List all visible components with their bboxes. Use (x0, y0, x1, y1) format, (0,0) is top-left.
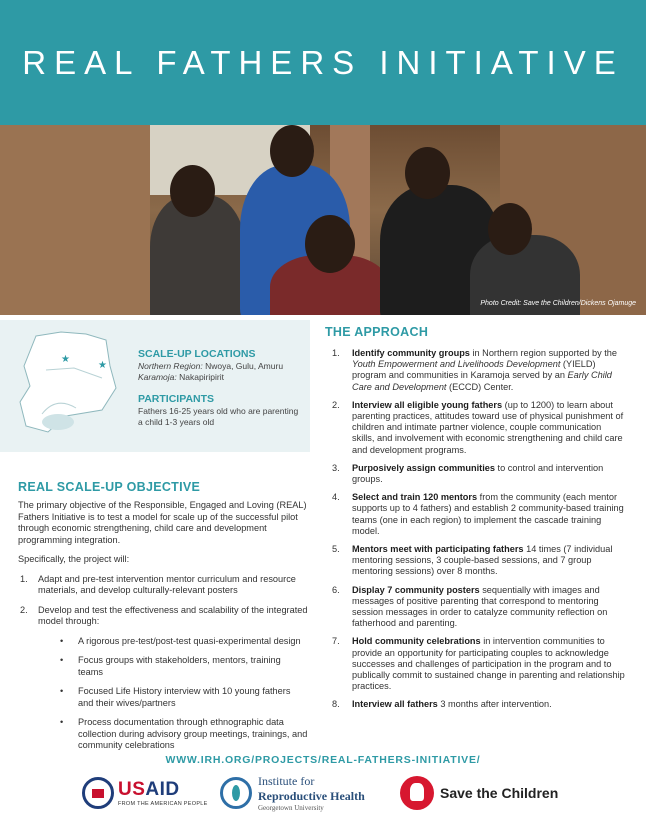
approach-item (330, 544, 626, 578)
list-item (18, 605, 308, 752)
item-italic: Early Child Care and Development (352, 370, 612, 392)
bullet-dot: • (60, 655, 64, 665)
objective-specifically: Specifically, the project will: (18, 554, 130, 564)
list-item (18, 574, 308, 597)
bullet-item (58, 636, 308, 648)
item-number: 3. (332, 462, 340, 473)
item-number: 1. (20, 573, 28, 584)
irh-line3: Georgetown University (258, 804, 324, 812)
region-value: Nakapiripirit (176, 372, 224, 382)
item-text: Develop and test the effectiveness and scalability of the integrated model through: (38, 604, 308, 626)
uganda-map (6, 326, 132, 444)
bullet-item (58, 686, 308, 709)
location-star-karamoja: ★ (98, 360, 107, 371)
item-text: (YIELD) program and communities in Karamoja served by an (352, 359, 596, 381)
usaid-seal-icon (82, 777, 114, 809)
item-number: 5. (332, 544, 340, 555)
item-text: to control and intervention groups. (352, 462, 604, 485)
scale-up-locations (138, 361, 283, 383)
photo-head (405, 147, 450, 199)
page-title: REAL FATHERS INITIATIVE (22, 44, 624, 81)
approach-item (330, 400, 626, 456)
bullet-item (58, 717, 308, 752)
item-text: (up to 1200) to learn about parenting practices, attitudes toward use of physical punishment of children and intimate partner violence, couple communication skills, and involvement with economic strengthening and child care and development programs. (352, 399, 624, 455)
item-text: 3 months after intervention. (437, 699, 552, 710)
photo-wall-left (0, 125, 150, 315)
irh-line1: Institute for (258, 774, 315, 788)
item-lead: Display 7 community posters (352, 584, 480, 595)
item-number: 4. (332, 492, 340, 503)
item-number: 2. (20, 604, 28, 615)
save-the-children-icon (400, 776, 434, 810)
irh-logo (220, 770, 365, 816)
item-text: sequentially with images and messages of positive parenting that correspond to mentoring session messages in order to catalyze community reflection on fatherhood and parenting. (352, 584, 608, 629)
save-the-children-logo (400, 770, 558, 816)
objective-intro: The primary objective of the Responsible, Engaged and Loving (REAL) Fathers Initiative is to test a model for scale up of the successful pilot through economic strengthening, child care and development programming integration. (18, 500, 307, 545)
photo-head (170, 165, 215, 217)
scale-up-title: SCALE-UP LOCATIONS (138, 348, 256, 360)
item-lead: Interview all fathers (352, 699, 438, 710)
item-lead: Purposively assign communities (352, 462, 495, 473)
objective-list (18, 574, 308, 752)
approach-item (330, 463, 626, 485)
hero-photo (0, 125, 646, 315)
item-text: in intervention communities to provide an opportunity for participating couples to acknowledge successes and challenges of participation in the program and to publically commit to sustained change in parenting and relationship practices. (352, 636, 625, 692)
photo-head (488, 203, 532, 255)
save-the-children-wordmark: Save the Children (440, 785, 559, 801)
bullet-text: Process documentation through ethnographic data collection during advisory group meetings, trainings, and community celebrations (78, 717, 308, 750)
item-text: Adapt and pre-test intervention mentor curriculum and resource materials, and develop culturally-relevant posters (38, 573, 296, 595)
approach-heading: THE APPROACH (325, 325, 429, 339)
approach-item (330, 348, 626, 393)
item-lead: Mentors meet with participating fathers (352, 544, 524, 555)
irh-ring-icon (220, 777, 252, 809)
item-italic: Youth Empowerment and Livelihoods Development (352, 359, 561, 370)
item-number: 8. (332, 699, 340, 710)
photo-head (305, 215, 355, 273)
irh-line2: Reproductive Health (258, 789, 365, 803)
bullet-text: Focused Life History interview with 10 young fathers and their wives/partners (78, 686, 291, 708)
usaid-wordmark: USAID (118, 779, 180, 800)
participants-title: PARTICIPANTS (138, 393, 215, 405)
bullet-dot: • (60, 717, 64, 727)
header-banner (0, 0, 646, 125)
item-lead: Interview all eligible young fathers (352, 399, 503, 410)
objective-section (18, 500, 308, 760)
partner-logos (0, 770, 646, 820)
approach-item (330, 699, 626, 710)
usaid-logo (82, 770, 208, 816)
item-lead: Hold community celebrations (352, 636, 481, 647)
region-label: Northern Region: (138, 361, 203, 371)
item-lead: Identify community groups (352, 348, 470, 358)
bullet-list (38, 636, 308, 752)
item-number: 2. (332, 399, 340, 410)
item-lead: Select and train 120 mentors (352, 492, 478, 503)
project-url-link[interactable]: WWW.IRH.ORG/PROJECTS/REAL-FATHERS-INITIATIVE/ (165, 754, 481, 766)
bullet-text: Focus groups with stakeholders, mentors, training teams (78, 655, 281, 677)
photo-head (270, 125, 314, 177)
bullet-dot: • (60, 635, 64, 646)
participants-text: Fathers 16-25 years old who are parenting a child 1-3 years old (138, 406, 299, 427)
approach-list (330, 348, 626, 718)
item-text: (ECCD) Center. (446, 381, 514, 392)
item-text: 14 times (7 individual mentoring sessions, 3 couple-based sessions, and 7 group mentoring sessions) over 8 months. (352, 544, 613, 577)
region-value: Nwoya, Gulu, Amuru (202, 361, 284, 371)
photo-credit: Photo Credit: Save the Children/Dickens Ojamuge (480, 300, 636, 307)
objective-heading: REAL SCALE-UP OBJECTIVE (18, 480, 201, 494)
approach-item (330, 585, 626, 630)
bullet-text: A rigorous pre-test/post-test quasi-experimental design (78, 635, 301, 646)
location-star-north: ★ (61, 354, 70, 365)
region-label: Karamoja: (138, 372, 177, 382)
bullet-item (58, 655, 308, 678)
approach-item (330, 492, 626, 537)
item-text: from the community (each mentor supports up to 4 fathers) and establish 2 community-based training teams (one in each region) to implement the cascade training model. (352, 492, 624, 536)
item-number: 7. (332, 636, 340, 647)
item-number: 1. (332, 348, 340, 358)
bullet-dot: • (60, 686, 64, 696)
approach-item (330, 636, 626, 692)
usaid-tagline: FROM THE AMERICAN PEOPLE (118, 801, 208, 807)
item-number: 6. (332, 584, 340, 595)
item-text: in Northern region supported by the (469, 348, 618, 358)
